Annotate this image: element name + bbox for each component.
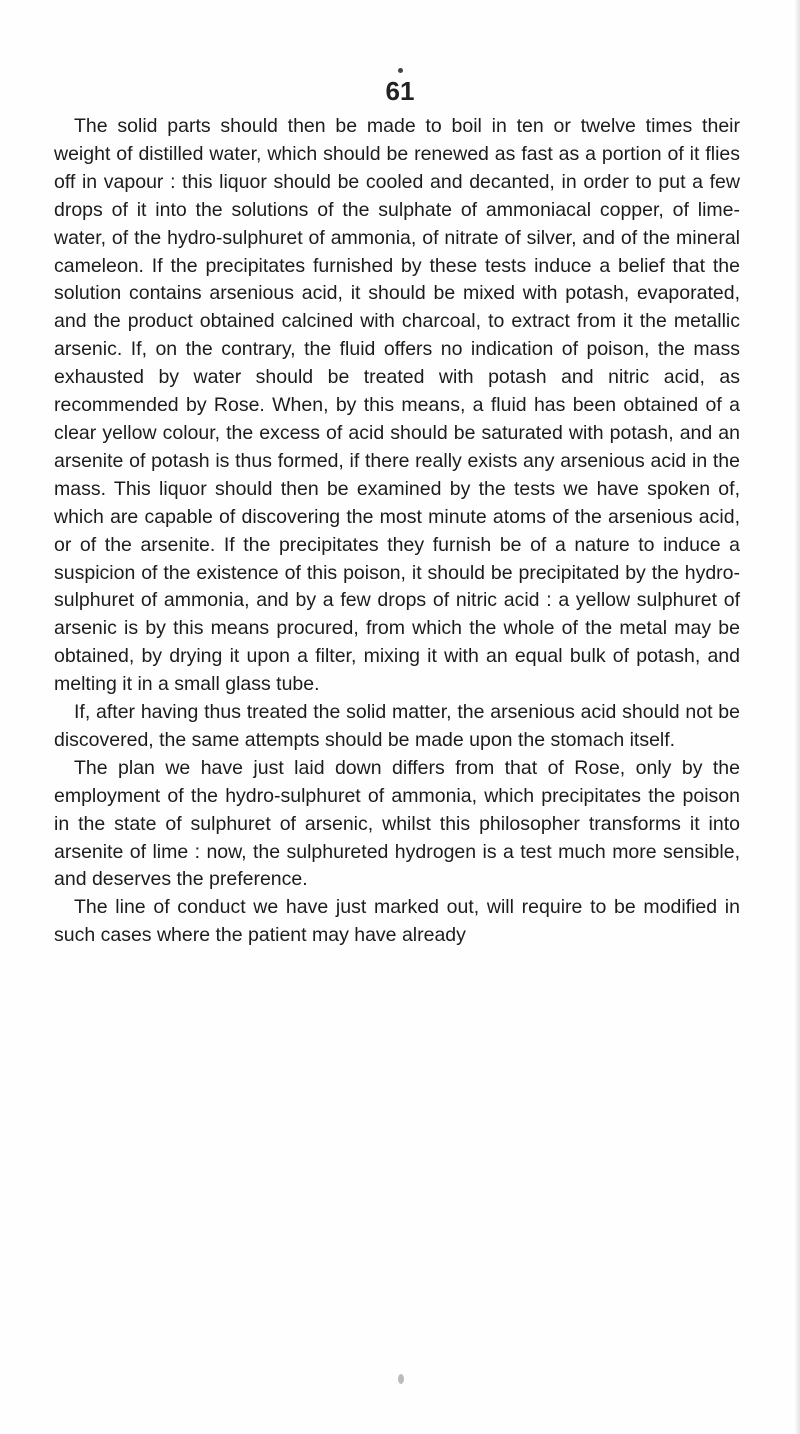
- paragraph: The solid parts should then be made to boil in ten or twelve times their weight of distilled water, which should be renewed as fast as a portion of it flies off in vapour : this liquor should be cooled and decanted, in order to put a few drops of it into the solutions of the sulphate of ammoniacal copper, of lime-water, of the hydro-sulphuret of ammonia, of nitrate of silver, and of the mineral cameleon. If the precipitates furnished by these tests induce a belief that the solution contains arsenious acid, it should be mixed with potash, evaporated, and the product obtained calcined with charcoal, to extract from it the metallic arsenic. If, on the contrary, the fluid offers no indication of poison, the mass exhausted by water should be treated with potash and nitric acid, as recommended by Rose. When, by this means, a fluid has been obtained of a clear yellow colour, the excess of acid should be saturated with potash, and an arsenite of potash is thus formed, if there really exists any arsenious acid in the mass. This liquor should then be examined by the tests we have spoken of, which are capable of discovering the most minute atoms of the arsenious acid, or of the arsenite. If the precipitates they furnish be of a nature to induce a suspicion of the existence of this poison, it should be precipitated by the hydro-sulphuret of ammonia, and by a few drops of nitric acid : a yellow sulphuret of arsenic is by this means procured, from which the whole of the metal may be obtained, by drying it upon a filter, mixing it with an equal bulk of potash, and melting it in a small glass tube.: [54, 115, 740, 696]
- page-edge-shadow: [794, 0, 800, 1434]
- paragraph: The line of conduct we have just marked out, will require to be modified in such cases where the patient may have already: [54, 896, 740, 947]
- page-number: 61: [385, 76, 415, 106]
- paragraph: The plan we have just laid down differs from that of Rose, only by the employment of the hydro-sulphuret of ammonia, which precipitates the poison in the state of sulphuret of arsenic, whilst this philosopher transforms it into arsenite of lime : now, the sulphureted hydrogen is a test much more sensible, and deserves the preference.: [54, 756, 740, 891]
- body-text: [54, 113, 740, 950]
- print-speck: [398, 68, 403, 73]
- print-speck: [398, 1374, 404, 1384]
- paragraph: If, after having thus treated the solid matter, the arsenious acid should not be discovered, the same attempts should be made upon the stomach itself.: [54, 701, 740, 751]
